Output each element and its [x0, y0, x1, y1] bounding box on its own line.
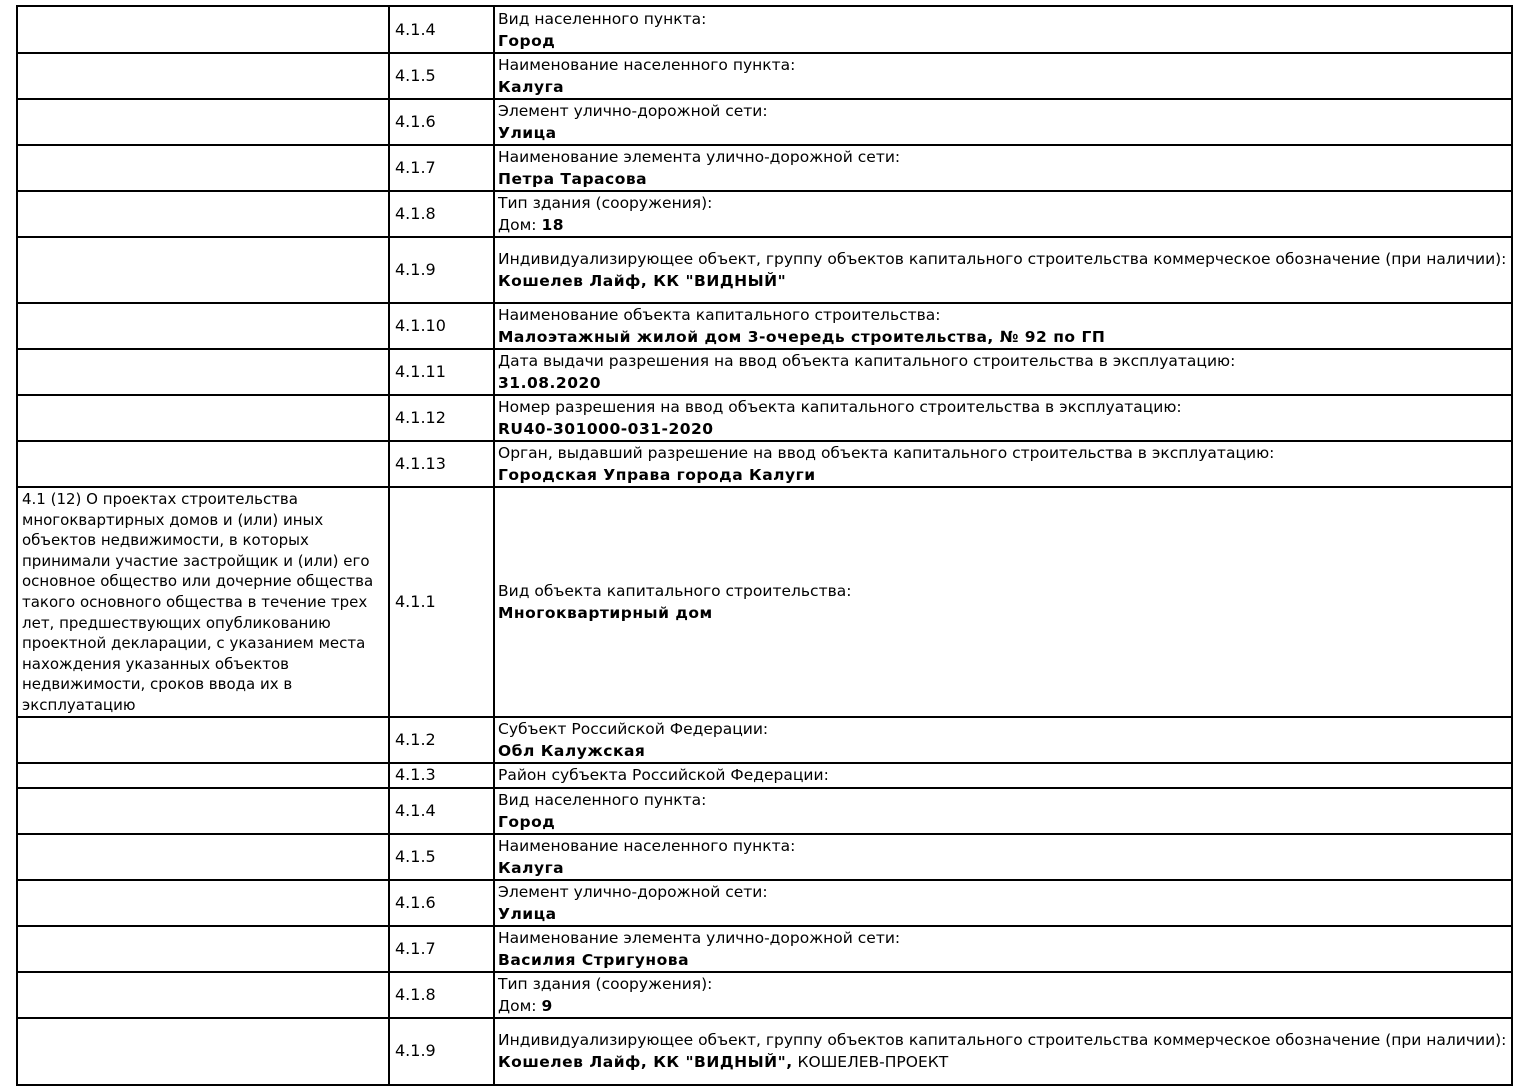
field-value — [498, 122, 1507, 144]
table-row — [17, 441, 1512, 487]
field-value — [498, 949, 1507, 971]
value-bold: 18 — [541, 216, 565, 234]
field-value — [498, 464, 1507, 486]
field-cell — [494, 303, 1512, 349]
value-bold: RU40-301000-031-2020 — [498, 420, 714, 438]
field-value — [498, 168, 1507, 190]
field-label: Элемент улично-дорожной сети: — [498, 102, 768, 120]
field-cell — [494, 717, 1512, 763]
section-cell — [17, 349, 389, 395]
section-cell — [17, 395, 389, 441]
field-value — [498, 602, 1507, 624]
table-row — [17, 303, 1512, 349]
table-row — [17, 6, 1512, 53]
code-cell — [389, 99, 494, 145]
field-label: Дата выдачи разрешения на ввод объекта капитального строительства в эксплуатацию: — [498, 352, 1236, 370]
code-cell — [389, 237, 494, 303]
value-bold: Обл Калужская — [498, 741, 646, 760]
table-row — [17, 763, 1512, 788]
section-cell — [17, 763, 389, 788]
field-label: Орган, выдавший разрешение на ввод объекта капитального строительства в эксплуатацию: — [498, 444, 1275, 462]
field-cell — [494, 349, 1512, 395]
value-bold: Калуга — [498, 858, 565, 877]
section-cell — [17, 880, 389, 926]
section-cell — [17, 441, 389, 487]
field-cell — [494, 487, 1512, 717]
row-code: 4.1.1 — [395, 591, 436, 611]
code-cell — [389, 972, 494, 1018]
row-code: 4.1.9 — [395, 1041, 436, 1061]
row-code: 4.1.13 — [395, 454, 446, 473]
table-row — [17, 1018, 1512, 1085]
field-cell — [494, 145, 1512, 191]
value-bold: Город — [498, 812, 556, 831]
field-value — [498, 418, 1507, 440]
code-cell — [389, 788, 494, 834]
table-row — [17, 926, 1512, 972]
row-code: 4.1.5 — [395, 846, 436, 866]
table-row — [17, 972, 1512, 1018]
section-cell — [17, 717, 389, 763]
declaration-table — [16, 5, 1513, 1086]
section-cell — [17, 487, 389, 717]
field-cell — [494, 834, 1512, 880]
row-code: 4.1.9 — [395, 260, 436, 279]
code-cell — [389, 6, 494, 53]
field-cell — [494, 99, 1512, 145]
row-code: 4.1.7 — [395, 158, 436, 177]
table-row — [17, 53, 1512, 99]
code-cell — [389, 880, 494, 926]
field-value — [498, 30, 1507, 52]
value-bold: Калуга — [498, 78, 565, 96]
table-row — [17, 487, 1512, 717]
section-cell — [17, 237, 389, 303]
section-cell — [17, 972, 389, 1018]
value-bold: 9 — [541, 996, 553, 1015]
field-cell — [494, 788, 1512, 834]
row-code: 4.1.6 — [395, 112, 436, 131]
value-bold: Кошелев Лайф, КК "ВИДНЫЙ" — [498, 272, 787, 290]
code-cell — [389, 834, 494, 880]
field-label: Вид населенного пункта: — [498, 790, 707, 809]
row-code: 4.1.11 — [395, 362, 446, 381]
table-row — [17, 145, 1512, 191]
code-cell — [389, 303, 494, 349]
field-label: Индивидуализирующее объект, группу объектов капитального строительства коммерческое обозначение (при наличии): — [498, 250, 1507, 268]
table-row — [17, 834, 1512, 880]
field-label: Наименование элемента улично-дорожной сети: — [498, 928, 901, 947]
section-cell — [17, 53, 389, 99]
field-value — [498, 811, 1507, 833]
value-bold: Город — [498, 31, 556, 50]
code-cell — [389, 349, 494, 395]
section-label: 4.1 (12) О проектах строительства многоквартирных домов и (или) иных объектов недвижимости, в которых принимали участие застройщик и (или) его основное общество или дочерние общества такого основного общества в течение трех лет, предшествующих опубликованию проектной декларации, с указанием места нахождения указанных объектов недвижимости, сроков ввода их в эксплуатацию — [22, 490, 374, 714]
field-value — [498, 857, 1507, 879]
field-value — [498, 372, 1507, 394]
field-label: Индивидуализирующее объект, группу объектов капитального строительства коммерческое обозначение (при наличии): — [498, 1031, 1507, 1050]
code-cell — [389, 53, 494, 99]
code-cell — [389, 926, 494, 972]
code-cell — [389, 717, 494, 763]
value-bold: Малоэтажный жилой дом 3-очередь строительства, № 92 по ГП — [498, 328, 1106, 346]
field-value — [498, 903, 1507, 925]
table-row — [17, 395, 1512, 441]
section-cell — [17, 834, 389, 880]
table-row — [17, 788, 1512, 834]
row-code: 4.1.8 — [395, 984, 436, 1004]
row-code: 4.1.2 — [395, 729, 436, 749]
section-cell — [17, 1018, 389, 1085]
field-cell — [494, 53, 1512, 99]
value-bold: Улица — [498, 904, 557, 923]
value-bold: Многоквартирный дом — [498, 603, 713, 622]
field-value — [498, 76, 1507, 98]
field-cell — [494, 191, 1512, 237]
field-cell — [494, 972, 1512, 1018]
field-value — [498, 326, 1507, 348]
section-cell — [17, 191, 389, 237]
code-cell — [389, 191, 494, 237]
table-row — [17, 880, 1512, 926]
code-cell — [389, 145, 494, 191]
row-code: 4.1.10 — [395, 316, 446, 335]
table-row — [17, 349, 1512, 395]
field-cell — [494, 395, 1512, 441]
value-bold: Василия Стригунова — [498, 950, 690, 969]
field-cell — [494, 441, 1512, 487]
field-cell — [494, 237, 1512, 303]
section-cell — [17, 99, 389, 145]
field-cell — [494, 763, 1512, 788]
table-row — [17, 191, 1512, 237]
field-value — [498, 270, 1507, 292]
value-bold: 31.08.2020 — [498, 374, 602, 392]
value-bold: Петра Тарасова — [498, 170, 648, 188]
value-prefix: Дом: — [498, 996, 542, 1015]
code-cell — [389, 441, 494, 487]
field-label: Тип здания (сооружения): — [498, 194, 713, 212]
field-label: Номер разрешения на ввод объекта капитального строительства в эксплуатацию: — [498, 398, 1182, 416]
field-value — [498, 995, 1507, 1017]
field-value — [498, 1051, 1507, 1073]
field-label: Тип здания (сооружения): — [498, 974, 713, 993]
table-row — [17, 717, 1512, 763]
table-row — [17, 99, 1512, 145]
field-label: Вид населенного пункта: — [498, 9, 707, 28]
code-cell — [389, 1018, 494, 1085]
row-code: 4.1.6 — [395, 892, 436, 912]
row-code: 4.1.4 — [395, 19, 436, 39]
field-cell — [494, 1018, 1512, 1085]
section-cell — [17, 6, 389, 53]
row-code: 4.1.12 — [395, 408, 446, 427]
field-label: Район субъекта Российской Федерации: — [498, 766, 829, 785]
doc-table-body — [17, 6, 1512, 1085]
row-code: 4.1.3 — [395, 765, 436, 785]
field-label: Вид объекта капитального строительства: — [498, 581, 852, 600]
value-prefix: Дом: — [498, 216, 542, 234]
code-cell — [389, 763, 494, 788]
value-bold: Кошелев Лайф, КК "ВИДНЫЙ", — [498, 1053, 793, 1072]
field-label: Наименование объекта капитального строительства: — [498, 306, 941, 324]
field-label: Субъект Российской Федерации: — [498, 719, 769, 738]
row-code: 4.1.8 — [395, 204, 436, 223]
code-cell — [389, 395, 494, 441]
value-suffix: КОШЕЛЕВ-ПРОЕКТ — [792, 1053, 949, 1072]
field-cell — [494, 926, 1512, 972]
section-cell — [17, 303, 389, 349]
section-cell — [17, 926, 389, 972]
value-bold: Улица — [498, 124, 557, 142]
field-value — [498, 740, 1507, 762]
field-value — [498, 214, 1507, 236]
field-cell — [494, 6, 1512, 53]
field-label: Наименование элемента улично-дорожной сети: — [498, 148, 901, 166]
table-row — [17, 237, 1512, 303]
row-code: 4.1.4 — [395, 800, 436, 820]
section-cell — [17, 145, 389, 191]
field-label: Элемент улично-дорожной сети: — [498, 882, 768, 901]
field-label: Наименование населенного пункта: — [498, 836, 796, 855]
section-cell — [17, 788, 389, 834]
value-bold: Городская Управа города Калуги — [498, 466, 816, 484]
row-code: 4.1.7 — [395, 938, 436, 958]
field-label: Наименование населенного пункта: — [498, 56, 796, 74]
row-code: 4.1.5 — [395, 66, 436, 85]
field-cell — [494, 880, 1512, 926]
code-cell — [389, 487, 494, 717]
